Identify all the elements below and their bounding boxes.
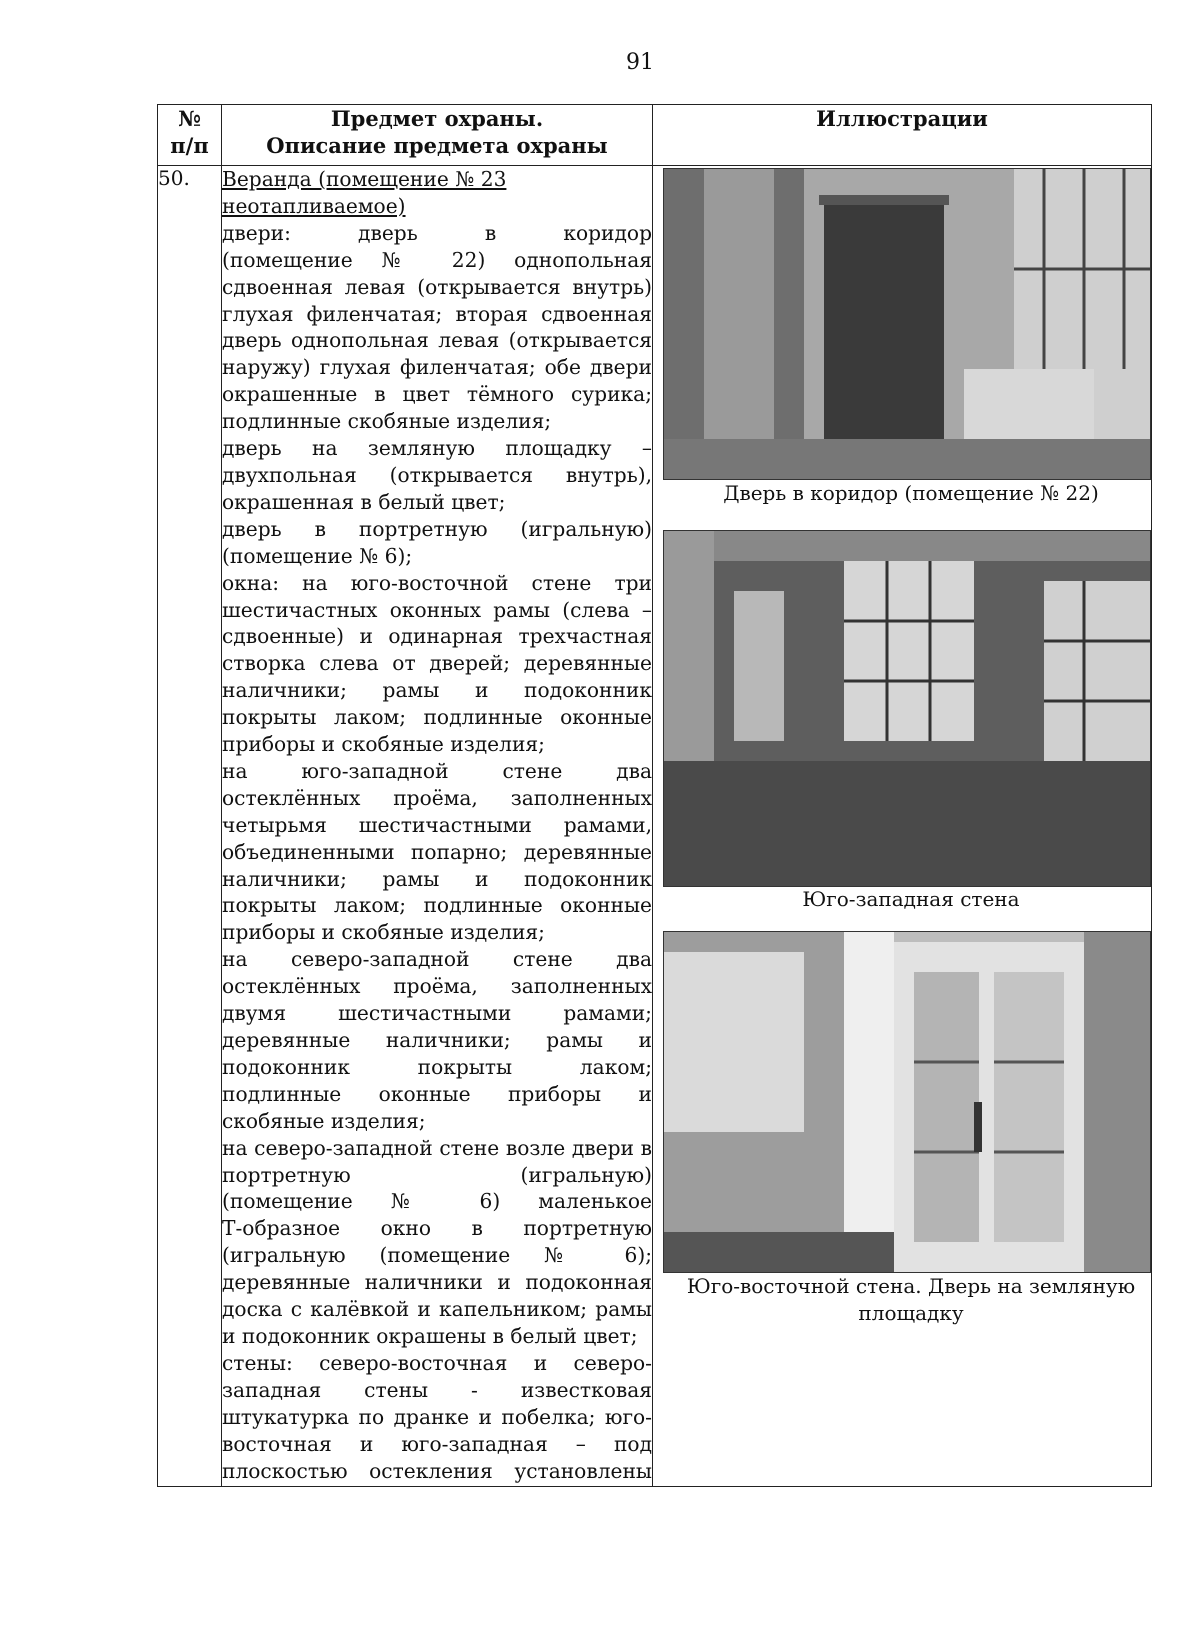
- row-number: 50.: [158, 166, 222, 1487]
- photo-south-east-wall: [663, 931, 1151, 1273]
- header-illustrations: Иллюстрации: [653, 105, 1152, 166]
- description-line: двери: дверь в коридор: [222, 220, 652, 245]
- description-line: остеклённых проёма, заполненных: [222, 974, 652, 999]
- description-line: объединенными попарно; деревянные: [222, 839, 652, 864]
- description-line: (игральную (помещение № 6);: [222, 1243, 652, 1268]
- description-line: на юго-западной стене два: [222, 758, 652, 783]
- description-line: наружу) глухая филенчатая; обе двери: [222, 355, 652, 380]
- photo-door-to-corridor: [663, 168, 1151, 480]
- table-row: [158, 166, 1152, 1487]
- caption-door-to-corridor: Дверь в коридор (помещение № 22): [723, 481, 1099, 505]
- description-line: остеклённых проёма, заполненных: [222, 785, 652, 810]
- description-line: подлинные скобяные изделия;: [222, 409, 552, 434]
- description-line: окрашенная в белый цвет;: [222, 489, 506, 514]
- row-illustrations: [653, 166, 1152, 1487]
- description-line: наличники; рамы и подоконник: [222, 678, 652, 703]
- header-num-line1: №: [178, 106, 201, 131]
- description-line: подоконник покрыты лаком;: [222, 1054, 652, 1079]
- description-line: (помещение № 6);: [222, 543, 413, 568]
- description-line: дверь в портретную (игральную): [222, 516, 652, 541]
- protection-table: [157, 104, 1152, 1487]
- description-line: на северо-западной стене два: [222, 947, 652, 972]
- description-line: на северо-западной стене возле двери в: [222, 1135, 652, 1160]
- description-line: и подоконник окрашены в белый цвет;: [222, 1323, 638, 1348]
- description-line: восточная и юго-западная – под: [222, 1431, 652, 1456]
- description-line: наличники; рамы и подоконник: [222, 866, 652, 891]
- description-line: подлинные оконные приборы и: [222, 1081, 652, 1106]
- row-description: [222, 166, 653, 1487]
- photo-south-west-wall: [663, 530, 1151, 887]
- header-num: [158, 105, 222, 166]
- description-line: покрыты лаком; подлинные оконные: [222, 893, 652, 918]
- description-line: окна: на юго-восточной стене три: [222, 570, 652, 595]
- description-line: плоскостью остекления установлены: [222, 1458, 652, 1483]
- caption-line: Юго-восточной стена. Дверь на земляную: [686, 1274, 1136, 1298]
- header-subject: [222, 105, 653, 166]
- description-line: (помещение № 22) однопольная: [222, 247, 652, 272]
- table-header-row: [158, 105, 1152, 166]
- description-line: стены: северо-восточная и северо-: [222, 1350, 652, 1375]
- page-number: 91: [626, 50, 654, 75]
- description-title-line: неотапливаемое): [222, 193, 406, 218]
- description-line: глухая филенчатая; вторая сдвоенная: [222, 301, 652, 326]
- description-line: деревянные наличники и подоконная: [222, 1270, 652, 1295]
- description-line: штукатурка по дранке и побелка; юго-: [222, 1404, 652, 1429]
- description-line: покрыты лаком; подлинные оконные: [222, 705, 652, 730]
- description-title-line: Веранда (помещение № 23: [222, 167, 507, 191]
- header-num-line2: п/п: [170, 133, 209, 158]
- description-line: сдвоенные) и одинарная трехчастная: [222, 624, 652, 649]
- caption-south-east-wall: [653, 1273, 1169, 1327]
- description-line: четырьмя шестичастными рамами,: [222, 812, 652, 837]
- header-subject-line1: Предмет охраны.: [330, 106, 544, 131]
- description-line: западная стены - известковая: [222, 1377, 652, 1402]
- description-line: приборы и скобяные изделия;: [222, 920, 545, 945]
- description-line: приборы и скобяные изделия;: [222, 732, 545, 757]
- description-line: шестичастных оконных рамы (слева –: [222, 597, 652, 622]
- description-line: сдвоенная левая (открывается внутрь): [222, 274, 652, 299]
- header-subject-line2: Описание предмета охраны: [266, 133, 608, 158]
- description-line: дверь на земляную площадку –: [222, 436, 652, 461]
- description-line: портретную (игральную): [222, 1162, 652, 1187]
- description-line: двухпольная (открывается внутрь),: [222, 462, 652, 487]
- caption-line: площадку: [858, 1301, 964, 1325]
- description-line: Т-образное окно в портретную: [222, 1216, 652, 1241]
- description-line: окрашенные в цвет тёмного сурика;: [222, 382, 652, 407]
- description-line: (помещение № 6) маленькое: [222, 1189, 652, 1214]
- description-line: деревянные наличники; рамы и: [222, 1028, 652, 1052]
- description-line: створка слева от дверей; деревянные: [222, 651, 652, 676]
- description-line: скобяные изделия;: [222, 1108, 426, 1133]
- description-text: [222, 220, 652, 1485]
- description-line: доска с калёвкой и капельником; рамы: [222, 1297, 652, 1322]
- caption-south-west-wall: Юго-западная стена: [802, 887, 1020, 911]
- description-line: дверь однопольная левая (открывается: [222, 328, 652, 353]
- description-line: двумя шестичастными рамами;: [222, 1001, 652, 1026]
